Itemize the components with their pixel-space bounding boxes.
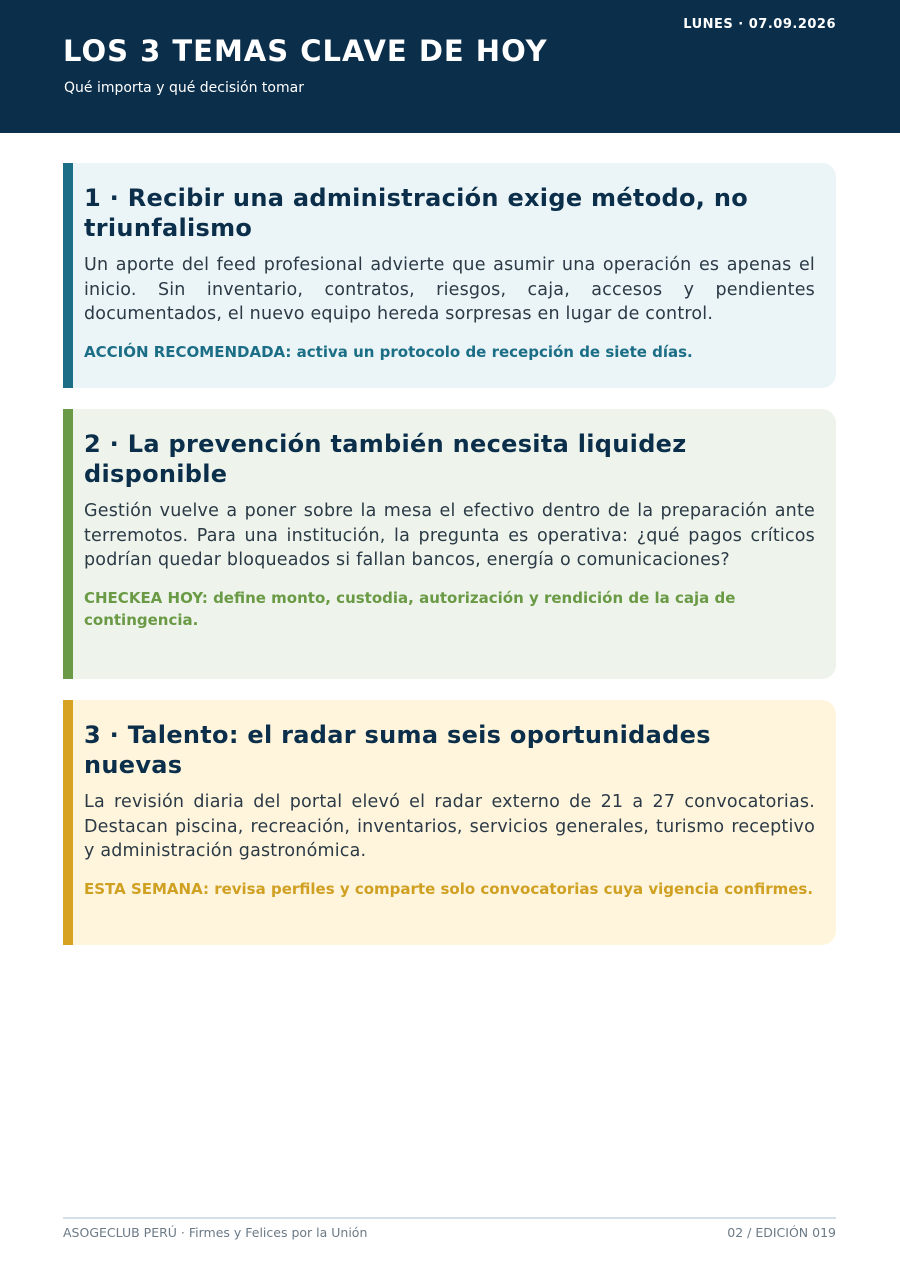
footer-divider (63, 1217, 836, 1219)
topic-accent-bar (63, 409, 73, 679)
topic-body: La revisión diaria del portal elevó el radar externo de 21 a 27 convocatorias. Destacan piscina, recreación, inventarios, servicios generales, turismo receptivo y administración gastronómica. (84, 792, 815, 861)
topic-action: ACCIÓN RECOMENDADA: activa un protocolo de recepción de siete días. (84, 342, 693, 361)
topic-action: CHECKEA HOY: define monto, custodia, autorización y rendición de la caja de contingencia. (84, 588, 736, 629)
topic-card-3 (63, 700, 836, 945)
topic-card-2 (63, 409, 836, 679)
issue-date: LUNES · 07.09.2026 (683, 17, 836, 32)
topic-card-1 (63, 163, 836, 388)
topic-accent-bar (63, 700, 73, 945)
page-subtitle: Qué importa y qué decisión tomar (64, 80, 304, 96)
topic-accent-bar (63, 163, 73, 388)
footer-brand: ASOGECLUB PERÚ · Firmes y Felices por la Unión (63, 1225, 368, 1240)
page-header (0, 0, 900, 133)
topic-title: 1 · Recibir una administración exige método, no triunfalismo (84, 184, 749, 242)
page-title: LOS 3 TEMAS CLAVE DE HOY (63, 34, 548, 68)
topic-title: 2 · La prevención también necesita liquidez disponible (84, 430, 687, 488)
footer-page-number: 02 / EDICIÓN 019 (727, 1225, 836, 1240)
topic-title: 3 · Talento: el radar suma seis oportunidades nuevas (84, 721, 711, 779)
topic-body: Un aporte del feed profesional advierte que asumir una operación es apenas el inicio. Sin inventario, contratos, riesgos, caja, accesos y pendientes documentados, el nuevo equipo hereda sorpresas en lugar de control. (84, 255, 815, 324)
topic-action: ESTA SEMANA: revisa perfiles y comparte solo convocatorias cuya vigencia confirmes. (84, 879, 814, 898)
topic-body: Gestión vuelve a poner sobre la mesa el efectivo dentro de la preparación ante terremotos. Para una institución, la pregunta es operativa: ¿qué pagos críticos podrían quedar bloqueados si fallan bancos, energía o comunicaciones? (84, 501, 815, 570)
